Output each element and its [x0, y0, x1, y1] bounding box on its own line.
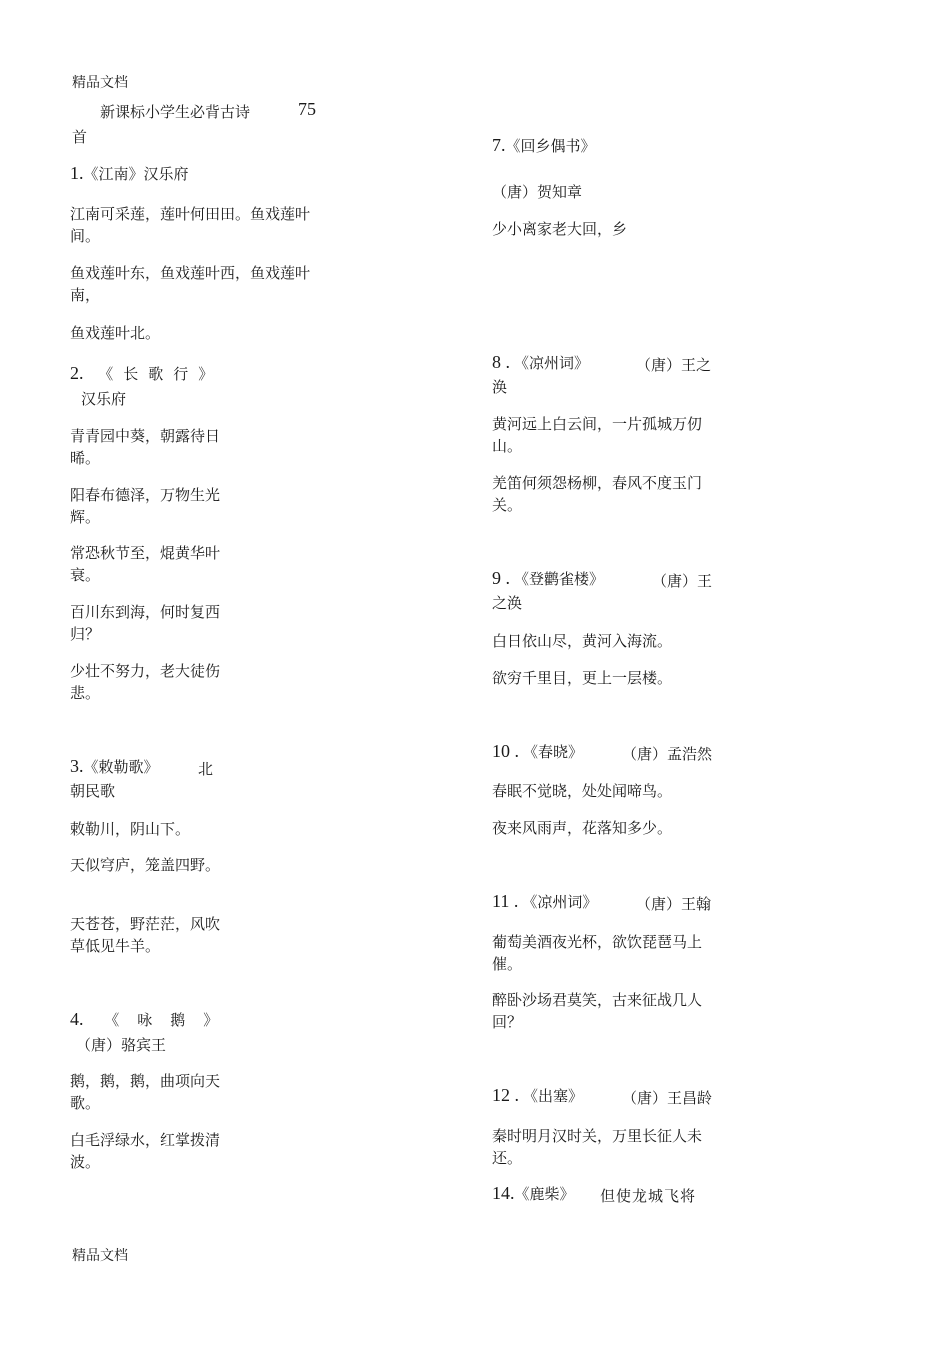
poem-author: 涣 — [492, 378, 508, 396]
poem-line: 但使龙城飞将 — [600, 1187, 697, 1205]
poem-line: 醉卧沙场君莫笑，古来征战几人回？ — [492, 991, 703, 1031]
poem-author: 北 — [198, 760, 214, 778]
document-title: 新课标小学生必背古诗 — [100, 103, 251, 121]
poem-author: （唐）骆宾王 — [76, 1036, 167, 1054]
poem-line: 黄河远上白云间，一片孤城万仞山。 — [492, 415, 703, 455]
poem-author: 之涣 — [492, 594, 523, 612]
poem-title: 《春晓》 — [523, 743, 584, 761]
poem-line: 鱼戏莲叶北。 — [70, 324, 161, 342]
poem-line: 鱼戏莲叶东，鱼戏莲叶西，鱼戏莲叶南， — [70, 264, 311, 304]
poem-7-heading — [492, 134, 717, 157]
poem-title: 《出塞》 — [523, 1087, 584, 1105]
poem-line: 天苍苍，野茫茫，风吹草低见牛羊。 — [70, 915, 221, 955]
poem-number: 4. — [70, 1009, 84, 1029]
poem-number: 8 . — [492, 352, 510, 372]
poem-number: 12 . — [492, 1085, 519, 1105]
poem-4-heading — [70, 1008, 330, 1031]
poem-line: 常恐秋节至，焜黄华叶衰。 — [70, 544, 221, 584]
poem-line: 鹅，鹅，鹅，曲项向天歌。 — [70, 1072, 221, 1112]
document-title-suffix: 首 — [72, 128, 88, 146]
poem-line: 天似穹庐，笼盖四野。 — [70, 856, 221, 874]
poem-title: 《登鹳雀楼》 — [514, 570, 605, 588]
poem-line: 阳春布德泽，万物生光辉。 — [70, 486, 221, 526]
poem-line: 羌笛何须怨杨柳，春风不度玉门关。 — [492, 474, 703, 514]
poem-line: 敕勒川，阴山下。 — [70, 820, 191, 838]
poem-line: 白日依山尽，黄河入海流。 — [492, 632, 673, 650]
poem-title: 《回乡偶书》 — [505, 137, 596, 155]
poem-line: 葡萄美酒夜光杯，欲饮琵琶马上催。 — [492, 933, 703, 973]
poem-number: 7. — [492, 135, 506, 155]
poem-author: 朝民歌 — [70, 782, 116, 800]
poem-line: 少壮不努力，老大徒伤悲。 — [70, 662, 221, 702]
page-footer: 精品文档 — [72, 1248, 128, 1264]
document-title-count: 75 — [298, 99, 316, 119]
poem-1-heading — [70, 162, 330, 185]
poem-line: 欲穷千里目，更上一层楼。 — [492, 669, 673, 687]
poem-title: 《长歌行》 — [98, 365, 224, 383]
poem-title: 《咏鹅》 — [104, 1011, 237, 1029]
poem-author: 汉乐府 — [81, 390, 127, 408]
poem-author: （唐）王翰 — [636, 895, 712, 913]
poem-line: 百川东到海，何时复西归？ — [70, 603, 221, 643]
poem-title: 《江南》汉乐府 — [83, 165, 189, 183]
poem-line: 夜来风雨声，花落知多少。 — [492, 819, 673, 837]
poem-author: （唐）孟浩然 — [622, 745, 713, 763]
page-header: 精品文档 — [72, 75, 128, 91]
poem-author: （唐）王 — [652, 572, 713, 590]
poem-title: 《敕勒歌》 — [83, 758, 159, 776]
poem-2-heading — [70, 362, 330, 385]
poem-number: 10 . — [492, 741, 519, 761]
poem-number: 3. — [70, 756, 84, 776]
poem-title: 《鹿柴》 — [514, 1185, 575, 1203]
poem-line: 江南可采莲，莲叶何田田。鱼戏莲叶间。 — [70, 205, 311, 245]
poem-title: 《凉州词》 — [514, 354, 590, 372]
poem-author: （唐）王昌龄 — [622, 1089, 713, 1107]
poem-number: 14. — [492, 1183, 515, 1203]
poem-author: （唐）贺知章 — [492, 183, 583, 201]
poem-author: （唐）王之 — [636, 356, 712, 374]
poem-title: 《凉州词》 — [522, 893, 598, 911]
poem-number: 9 . — [492, 568, 510, 588]
poem-number: 11 . — [492, 891, 519, 911]
poem-line: 白毛浮绿水，红掌拨清波。 — [70, 1131, 221, 1171]
poem-number: 2. — [70, 363, 84, 383]
poem-number: 1. — [70, 163, 84, 183]
poem-line: 青青园中葵，朝露待日晞。 — [70, 427, 221, 467]
poem-line: 春眠不觉晓，处处闻啼鸟。 — [492, 782, 673, 800]
poem-line: 少小离家老大回，乡 — [492, 220, 628, 238]
poem-line: 秦时明月汉时关，万里长征人未还。 — [492, 1127, 703, 1167]
